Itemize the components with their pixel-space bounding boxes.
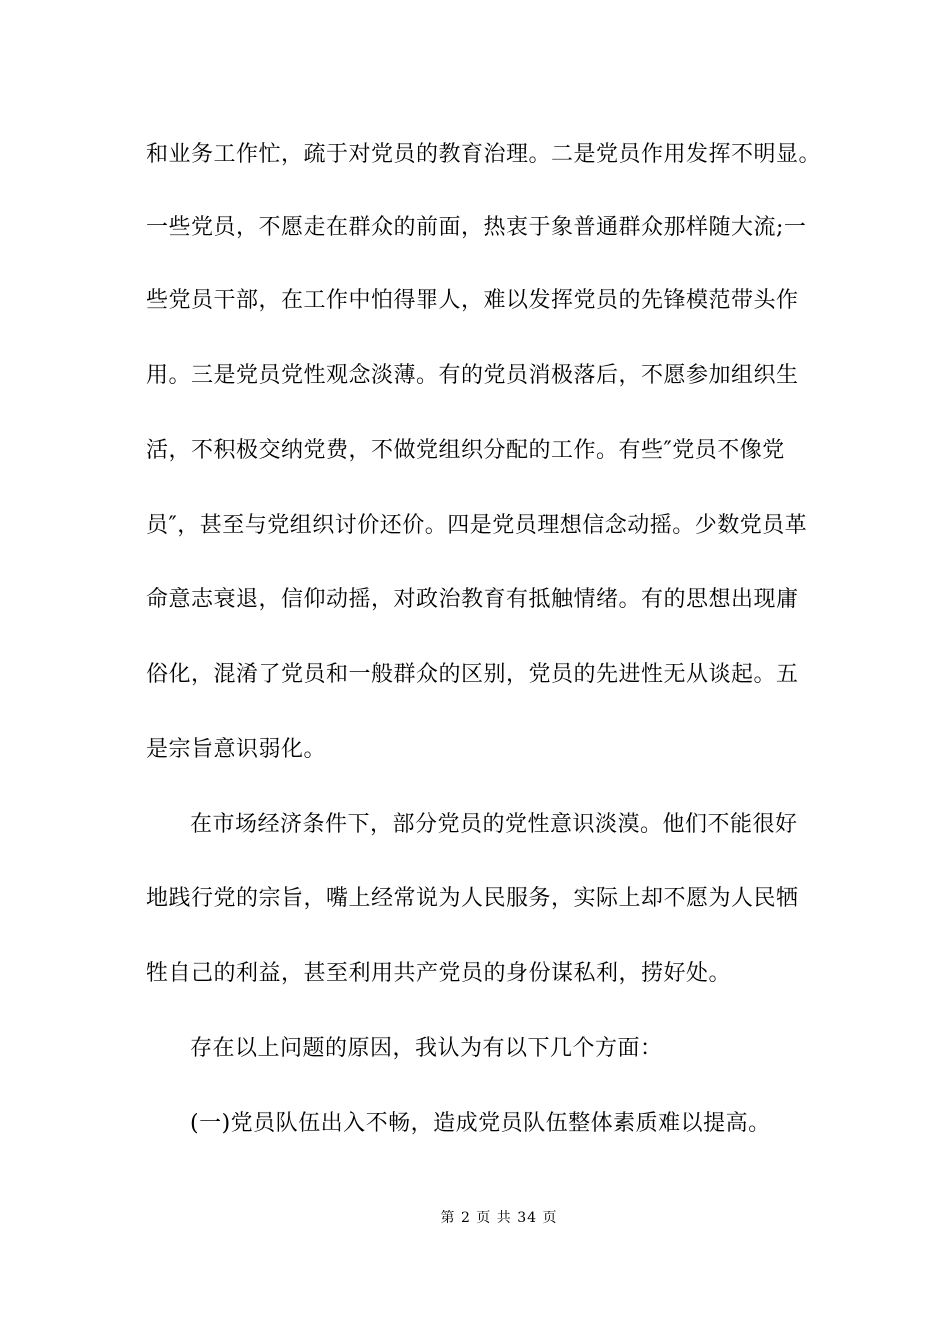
paragraph-line: 地践行党的宗旨，嘴上经常说为人民服务，实际上却不愿为人民牺 — [146, 886, 799, 911]
paragraph-line: 在市场经济条件下，部分党员的党性意识淡漠。他们不能很好 — [190, 812, 798, 837]
paragraph-line: 存在以上问题的原因，我认为有以下几个方面： — [190, 1036, 663, 1061]
paragraph-line: 员″，甚至与党组织讨价还价。四是党员理想信念动摇。少数党员革 — [146, 513, 808, 538]
page-number: 第 2 页 共 34 页 — [440, 1210, 558, 1226]
paragraph-line: 牲自己的利益，甚至利用共产党员的身份谋私利，捞好处。 — [146, 961, 732, 986]
paragraph-line: 俗化，混淆了党员和一般群众的区别，党员的先进性无从谈起。五 — [146, 662, 799, 687]
paragraph-line: (一)党员队伍出入不畅，造成党员队伍整体素质难以提高。 — [190, 1111, 771, 1136]
paragraph-line: 用。三是党员党性观念淡薄。有的党员消极落后，不愿参加组织生 — [146, 363, 799, 388]
paragraph-line: 些党员干部，在工作中怕得罪人，难以发挥党员的先锋模范带头作 — [146, 288, 799, 313]
paragraph-line: 一些党员，不愿走在群众的前面，热衷于象普通群众那样随大流;一 — [146, 215, 807, 240]
paragraph-line: 命意志衰退，信仰动摇，对政治教育有抵触情绪。有的思想出现庸 — [146, 587, 799, 612]
paragraph-line: 是宗旨意识弱化。 — [146, 737, 327, 762]
paragraph-line: 和业务工作忙，疏于对党员的教育治理。二是党员作用发挥不明显。 — [146, 142, 822, 167]
paragraph-line: 活，不积极交纳党费，不做党组织分配的工作。有些″党员不像党 — [146, 438, 785, 463]
